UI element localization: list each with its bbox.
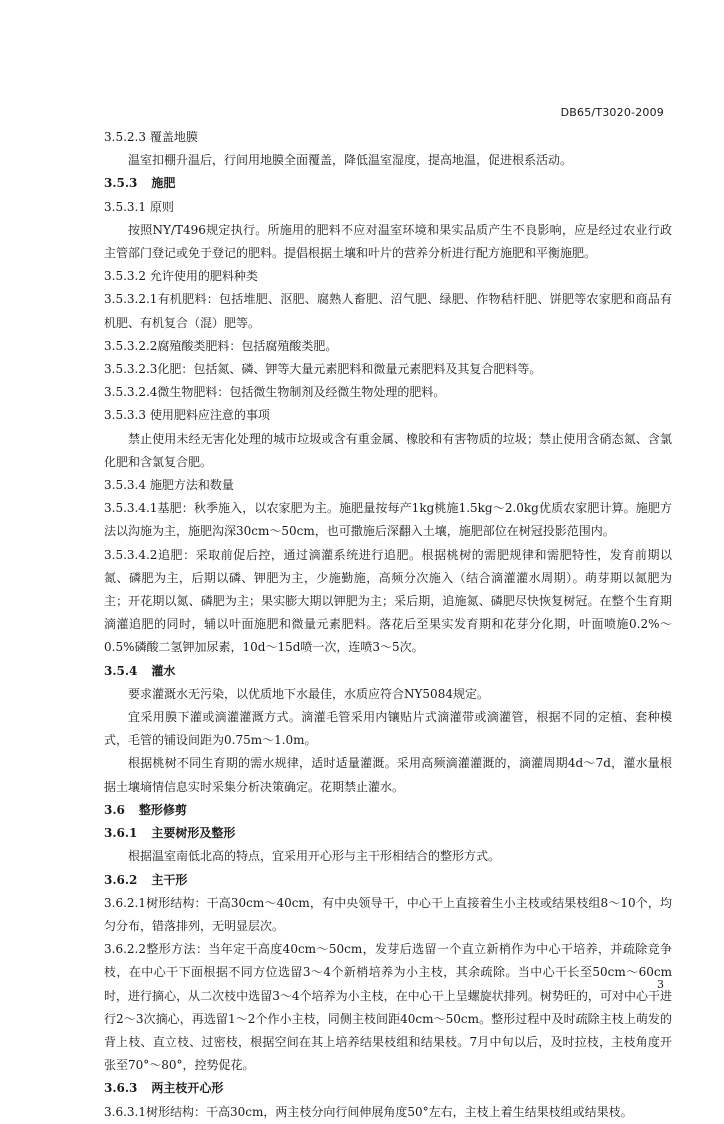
- document-body: [104, 126, 672, 1124]
- clause-item: 3.6.2.2整形方法：当年定干高度40cm～50cm，发芽后选留一个直立新梢作为中心干培养，并疏除竞争枝，在中心干下面根据不同方位选留3～4个新梢培养为小主枝，其余疏除。当中心干长至50cm～60cm时，进行摘心，从二次枝中选留3～4个培养为小主枝，在中心干上呈螺旋状排列。树势旺的，可对中心干进行2～3次摘心，再选留1～2个作小主枝，同侧主枝间距40cm～50cm。整形过程中及时疏除主枝上萌发的背上枝、直立枝、过密枝，根据空间在其上培养结果枝组和结果枝。7月中旬以后，及时拉枝，主枝角度开张至70°～80°，控势促花。: [104, 942, 672, 1073]
- subsection-heading: 3.5.3.2 允许使用的肥料种类: [104, 269, 258, 284]
- paragraph: 禁止使用未经无害化处理的城市垃圾或含有重金属、橡胶和有害物质的垃圾；禁止使用含硝态氮、含氯化肥和含氯复合肥。: [104, 431, 672, 469]
- paragraph: 要求灌溉水无污染，以优质地下水最佳，水质应符合NY5084规定。: [128, 686, 489, 701]
- clause-item: 3.5.3.2.3化肥：包括氮、磷、钾等大量元素肥料和微量元素肥料及其复合肥料等。: [104, 362, 542, 377]
- subsection-heading: 3.5.3.4 施肥方法和数量: [104, 478, 234, 493]
- section-heading: 3.5.4 灌水: [104, 663, 176, 678]
- clause-item: 3.5.3.4.1基肥：秋季施入，以农家肥为主。施肥量按每产1kg桃施1.5kg～2.0kg优质农家肥计算。施肥方法以沟施为主，施肥沟深30cm～50cm，也可撒施后深翻入土壤，施肥部位在树冠投影范围内。: [104, 501, 672, 539]
- subsection-heading: 3.5.3.1 原则: [104, 199, 174, 214]
- paragraph: 宜采用膜下灌或滴灌灌溉方式。滴灌毛管采用内镶贴片式滴灌带或滴灌管，根据不同的定植、套种模式，毛管的铺设间距为0.75m～1.0m。: [104, 710, 672, 748]
- clause-item: 3.5.3.4.2追肥：采取前促后控，通过滴灌系统进行追肥。根据桃树的需肥规律和需肥特性，发育前期以氮、磷肥为主，后期以磷、钾肥为主，少施勤施，高频分次施入（结合滴灌灌水周期）。萌芽期以氮肥为主；开花期以氮、磷肥为主；果实膨大期以钾肥为主；采后期，追施氮、磷肥尽快恢复树冠。在整个生育期滴灌追肥的同时，辅以叶面施肥和微量元素肥料。落花后至果实发育期和花芽分化期，叶面喷施0.2%～0.5%磷酸二氢钾加尿素，10d～15d喷一次，连喷3～5次。: [104, 547, 672, 655]
- standard-code: DB65/T3020-2009: [560, 106, 664, 119]
- section-heading: 3.6.2 主干形: [104, 872, 188, 887]
- clause-item: 3.5.3.2.4微生物肥料：包括微生物制剂及经微生物处理的肥料。: [104, 385, 446, 400]
- section-heading: 3.6.3 两主枝开心形: [104, 1081, 224, 1096]
- paragraph: 按照NY/T496规定执行。所施用的肥料不应对温室环境和果实品质产生不良影响，应是经过农业行政主管部门登记或免于登记的肥料。提倡根据土壤和叶片的营养分析进行配方施肥和平衡施肥。: [104, 222, 672, 261]
- paragraph: 温室扣棚升温后，行间用地膜全面覆盖，降低温室湿度，提高地温，促进根系活动。: [128, 153, 573, 168]
- clause-item: 3.5.3.2.1有机肥料：包括堆肥、沤肥、腐熟人畜肥、沼气肥、绿肥、作物秸杆肥、饼肥等农家肥和商品有机肥、有机复合（混）肥等。: [104, 292, 672, 330]
- clause-item: 3.6.3.1树形结构：干高30cm，两主枝分向行间伸展角度50°左右，主枝上着生结果枝组或结果枝。: [104, 1104, 633, 1119]
- section-heading: 3.5.3 施肥: [104, 176, 176, 191]
- clause-item: 3.5.3.2.2腐殖酸类肥料：包括腐殖酸类肥。: [104, 338, 338, 353]
- page-number: 3: [657, 978, 664, 991]
- paragraph: 根据桃树不同生育期的需水规律，适时适量灌溉。采用高频滴灌灌溉的，滴灌周期4d～7d，灌水量根据土壤墒情信息实时采集分析决策确定。花期禁止灌水。: [104, 756, 672, 794]
- subsection-heading: 3.5.3.3 使用肥料应注意的事项: [104, 408, 270, 423]
- section-heading: 3.6.1 主要树形及整形: [104, 826, 236, 841]
- section-heading: 3.6 整形修剪: [104, 802, 187, 817]
- clause-item: 3.6.2.1树形结构：干高30cm～40cm，有中央领导干，中心干上直接着生小主枝或结果枝组8～10个，均匀分布，错落排列，无明显层次。: [104, 895, 672, 933]
- subsection-heading: 3.5.2.3 覆盖地膜: [104, 130, 198, 144]
- paragraph: 根据温室南低北高的特点，宜采用开心形与主干形相结合的整形方式。: [128, 849, 501, 864]
